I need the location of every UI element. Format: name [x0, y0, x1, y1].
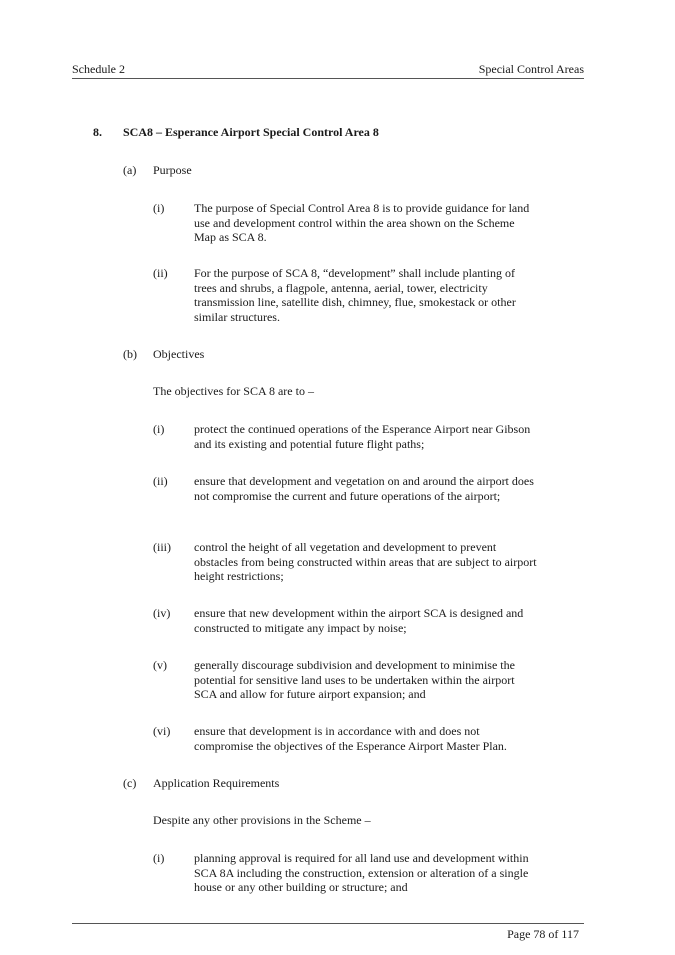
objective-item-text: ensure that development is in accordance with and does not compromise the objectives of the Esperance Airport Master Plan.	[194, 724, 507, 753]
objective-item-text: ensure that new development within the airport SCA is designed and constructed to mitigate any impact by noise;	[194, 606, 524, 635]
objective-item-text: control the height of all vegetation and development to prevent obstacles from being constructed within areas that are subject to airport height restrictions;	[194, 540, 537, 583]
objective-item-label: (vi)	[153, 724, 171, 738]
objective-item-label: (ii)	[153, 474, 168, 488]
section-title: SCA8 – Esperance Airport Special Control Area 8	[123, 125, 379, 139]
objective-item-label: (v)	[153, 658, 167, 672]
objectives-label: (b)	[123, 347, 137, 361]
purpose-item-text: For the purpose of SCA 8, “development” shall include planting of trees and shrubs, a flagpole, antenna, aerial, tower, electricity transmission line, satellite dish, chimney, flue, smokestack or other similar structures.	[194, 266, 516, 324]
objective-item-text: protect the continued operations of the Esperance Airport near Gibson and its existing and potential future flight paths;	[194, 422, 531, 451]
purpose-item-text: The purpose of Special Control Area 8 is to provide guidance for land use and development control within the area shown on the Scheme Map as SCA 8.	[194, 201, 530, 244]
application-item-text: planning approval is required for all land use and development within SCA 8A including the construction, extension or alteration of a single house or any other building or structure; and	[194, 851, 529, 894]
objective-item-label: (i)	[153, 422, 165, 436]
application-title: Application Requirements	[153, 776, 280, 790]
purpose-item-label: (ii)	[153, 266, 168, 280]
objective-item-text: ensure that development and vegetation on and around the airport does not compromise the current and future operations of the airport;	[194, 474, 534, 503]
application-intro: Despite any other provisions in the Scheme –	[153, 813, 371, 827]
purpose-title: Purpose	[153, 163, 192, 177]
objective-item-label: (iv)	[153, 606, 171, 620]
application-label: (c)	[123, 776, 137, 790]
objective-item-text: generally discourage subdivision and development to minimise the potential for sensitive land uses to be undertaken within the airport SCA and allow for future airport expansion; and	[194, 658, 515, 701]
objectives-title: Objectives	[153, 347, 205, 361]
purpose-label: (a)	[123, 163, 137, 177]
header-rule	[72, 78, 584, 79]
header-schedule: Schedule 2	[72, 62, 125, 76]
objective-item-label: (iii)	[153, 540, 171, 554]
application-item-label: (i)	[153, 851, 165, 865]
section-number: 8.	[93, 125, 102, 139]
purpose-item-label: (i)	[153, 201, 165, 215]
header-section-title: Special Control Areas	[478, 62, 584, 76]
objectives-intro: The objectives for SCA 8 are to –	[153, 384, 314, 398]
footer-rule	[72, 923, 584, 924]
page-number: Page 78 of 117	[507, 927, 579, 941]
